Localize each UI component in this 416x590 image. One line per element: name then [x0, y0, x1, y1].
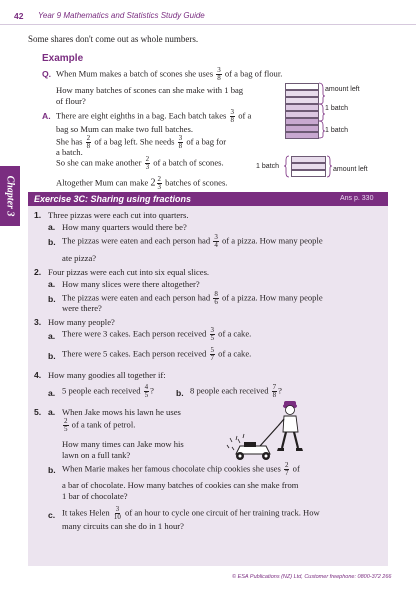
running-header: Year 9 Mathematics and Statistics Study Guide	[38, 11, 205, 20]
q4-number: 4.	[34, 370, 42, 380]
q2b-fraction	[213, 291, 219, 306]
example-heading: Example	[42, 53, 84, 64]
example-a-text-c: She has	[56, 136, 83, 147]
example-a-text-e: of a bag for	[186, 136, 227, 147]
brace-left	[284, 155, 290, 179]
page-number: 42	[14, 11, 24, 21]
example-q-text-a: When Mum makes a batch of scones she uses	[56, 68, 214, 79]
example-q-line1	[56, 67, 282, 82]
frac-denominator: 10	[113, 513, 121, 521]
q5b-fraction	[284, 462, 290, 477]
q4b-end: ?	[278, 385, 282, 396]
q5b-label: b.	[48, 465, 56, 475]
q4a-label: a.	[48, 388, 56, 398]
example-a-text-b: of a	[238, 110, 252, 121]
example-q-line3: of flour?	[56, 96, 86, 106]
example-a-text-f: So she can make another	[56, 157, 142, 168]
q1a-label: a.	[48, 222, 56, 232]
frac-numerator: 7	[272, 383, 277, 391]
q5c-line1	[62, 506, 320, 521]
chapter-tab	[0, 166, 20, 226]
q4a-line	[62, 384, 154, 399]
frac-denominator: 7	[284, 469, 289, 477]
q4a-fraction	[144, 384, 150, 399]
frac-numerator: 8	[214, 290, 218, 298]
q4b-label: b.	[176, 388, 184, 398]
frac-denominator: 8	[230, 116, 235, 124]
q5-number: 5.	[34, 407, 42, 417]
q3a-line	[62, 327, 251, 342]
q3a-label: a.	[48, 331, 56, 341]
example-a-label: A.	[42, 111, 51, 121]
q5b-line2: a bar of chocolate. How many batches of cookies can she make from	[62, 480, 299, 490]
frac-numerator: 3	[217, 66, 221, 74]
q3b-fraction	[210, 347, 216, 362]
q2-stem: Four pizzas were each cut into six equal slices.	[48, 267, 210, 277]
q4a-end: ?	[150, 385, 154, 396]
frac-denominator: 7	[210, 354, 214, 362]
bar-segment-third	[291, 170, 326, 177]
q3a-fraction	[210, 327, 216, 342]
q4b-text: 8 people each received	[190, 385, 269, 396]
q1b-line1	[62, 234, 323, 249]
exercise-title: Exercise 3C: Sharing using fractions	[34, 194, 192, 204]
chapter-tab-label: Chapter 3	[4, 175, 16, 217]
example-a-text-g: of a batch of scones.	[153, 157, 224, 168]
lawn-mower-illustration	[226, 398, 316, 462]
example-a-line1	[56, 109, 251, 124]
q5c-label: c.	[48, 510, 56, 520]
example-a-text-a: There are eight eighths in a bag. Each batch takes	[56, 110, 227, 121]
q5b-text-b: of	[292, 463, 300, 474]
q5a-line1: When Jake mows his lawn he uses	[62, 407, 181, 417]
eighths-bar-diagram	[285, 83, 319, 139]
example-a-text-h: Altogether Mum can make	[56, 177, 149, 188]
q4a-text: 5 people each received	[62, 385, 141, 396]
q2b-text-a: The pizzas were eaten and each person had	[62, 292, 211, 303]
q2a-label: a.	[48, 279, 56, 289]
q3b-text-b: of a cake.	[218, 348, 252, 359]
example-a-line4: a batch.	[56, 147, 83, 157]
q5a-line3: How many times can Jake mow his	[62, 439, 184, 449]
bar-segment-batch	[285, 118, 319, 125]
q5a-label: a.	[48, 407, 56, 417]
frac-numerator: 3	[230, 108, 235, 116]
q5a-line4: lawn on a full tank?	[62, 450, 131, 460]
example-a-line5	[56, 156, 224, 171]
thirds-bar-diagram	[291, 156, 326, 177]
example-a-fraction-1	[230, 109, 236, 124]
q3-stem: How many people?	[48, 317, 115, 327]
example-a-line6	[56, 176, 227, 191]
copyright-footer: © ESA Publications (NZ) Ltd, Customer freephone: 0800-372 266	[232, 574, 392, 580]
q3b-text-a: There were 5 cakes. Each person received	[62, 348, 207, 359]
q3a-text-a: There were 3 cakes. Each person received	[62, 328, 207, 339]
example-a-fraction-3	[178, 135, 184, 150]
q5b-line1	[62, 462, 300, 477]
example-a-line2: bag so Mum can make two full batches.	[56, 124, 193, 134]
q2b-label: b.	[48, 294, 56, 304]
q2-number: 2.	[34, 267, 42, 277]
q2b-text-b: of a pizza. How many people	[221, 292, 323, 303]
label-amount-left: amount left	[333, 166, 368, 173]
q1b-fraction	[213, 234, 219, 249]
frac-denominator: 8	[86, 142, 91, 150]
q1-stem: Three pizzas were each cut into quarters.	[48, 210, 189, 220]
frac-numerator: 2	[86, 134, 91, 142]
bar-segment-batch	[285, 132, 319, 139]
q4-stem: How many goodies all together if:	[48, 370, 166, 380]
q5a-fraction	[63, 418, 69, 433]
q1b-text-b: of a pizza. How many people	[221, 235, 323, 246]
q2a-text: How many slices were there altogether?	[62, 279, 200, 289]
bar-segment-left	[285, 97, 319, 104]
frac-numerator: 3	[115, 505, 120, 513]
header-divider	[0, 24, 416, 25]
q5a-text-b: of a tank of petrol.	[71, 419, 136, 430]
frac-numerator: 2	[64, 417, 68, 425]
frac-denominator: 5	[210, 334, 214, 342]
q3b-line	[62, 347, 251, 362]
frac-numerator: 3	[214, 233, 218, 241]
frac-numerator: 2	[145, 155, 150, 163]
q5b-text-a: When Marie makes her famous chocolate chip cookies she uses	[62, 463, 281, 474]
example-mixed-whole: 2	[150, 177, 156, 189]
q5a-line2	[62, 418, 135, 433]
frac-denominator: 4	[214, 241, 218, 249]
label-one-batch: 1 batch	[325, 127, 348, 134]
q1a-text: How many quarters would there be?	[62, 222, 187, 232]
frac-numerator: 4	[144, 383, 149, 391]
example-a-text-d: of a bag left. She needs	[94, 136, 175, 147]
bar-segment-batch	[285, 125, 319, 132]
q1b-label: b.	[48, 237, 56, 247]
frac-numerator: 3	[210, 326, 214, 334]
label-amount-left: amount left	[325, 86, 360, 93]
intro-text: Some shares don't come out as whole numbers.	[28, 34, 199, 44]
q5b-line3: 1 bar of chocolate?	[62, 491, 128, 501]
frac-denominator: 3	[145, 163, 150, 171]
frac-denominator: 5	[144, 391, 149, 399]
frac-denominator: 8	[272, 391, 277, 399]
q1b-line2: ate pizza?	[62, 253, 97, 263]
frac-numerator: 2	[284, 461, 289, 469]
label-one-batch: 1 batch	[325, 105, 348, 112]
q5c-fraction	[113, 506, 122, 521]
frac-denominator: 8	[217, 74, 221, 82]
example-a-text-i: batches of scones.	[165, 177, 228, 188]
q3b-label: b.	[48, 351, 56, 361]
q3-number: 3.	[34, 317, 42, 327]
frac-numerator: 2	[157, 175, 162, 183]
frac-numerator: 5	[210, 346, 214, 354]
q5c-text-b: of an hour to cycle one circuit of her training track. How	[125, 507, 320, 518]
q1-number: 1.	[34, 210, 42, 220]
example-q-fraction	[216, 67, 222, 82]
example-q-line2: How many batches of scones can she make with 1 bag	[56, 85, 244, 95]
label-one-batch-left: 1 batch	[256, 163, 279, 170]
example-q-text-b: of a bag of flour.	[224, 68, 283, 79]
frac-denominator: 3	[157, 183, 162, 191]
bar-segment-third	[291, 156, 326, 163]
brace-right	[326, 155, 332, 179]
bar-segment-batch	[285, 104, 319, 111]
bar-segment-empty	[285, 83, 319, 90]
q1b-text-a: The pizzas were eaten and each person had	[62, 235, 211, 246]
example-a-fraction-5	[157, 176, 163, 191]
q3a-text-b: of a cake.	[218, 328, 252, 339]
example-a-fraction-4	[145, 156, 151, 171]
q2b-line2: were there?	[62, 303, 102, 313]
q5c-text-a: It takes Helen	[62, 507, 110, 518]
q4b-fraction	[272, 384, 278, 399]
frac-denominator: 5	[64, 425, 68, 433]
bar-segment-third	[291, 163, 326, 170]
answers-reference: Ans p. 330	[340, 195, 374, 202]
example-q-label: Q.	[42, 69, 52, 79]
bar-segment-batch	[285, 111, 319, 118]
example-a-fraction-2	[86, 135, 92, 150]
frac-denominator: 8	[178, 142, 183, 150]
bar-segment-left	[285, 90, 319, 97]
frac-denominator: 6	[214, 298, 218, 306]
q4b-line	[190, 384, 282, 399]
frac-numerator: 3	[178, 134, 183, 142]
q5c-line2: many circuits can she do in 1 hour?	[62, 521, 184, 531]
